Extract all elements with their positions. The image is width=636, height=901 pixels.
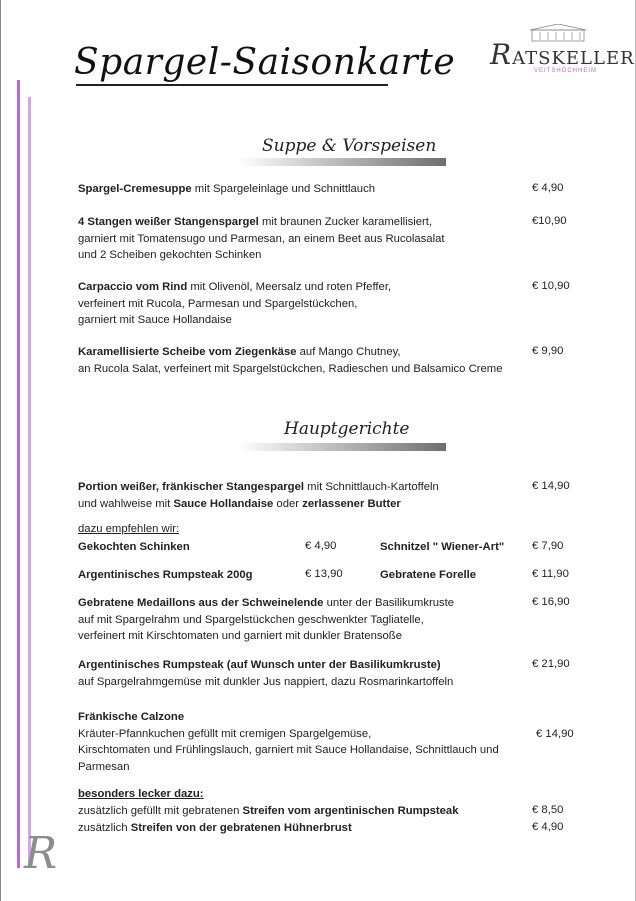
item-desc: garniert mit Tomatensugo und Parmesan, an einem Beet aus Rucolasalat xyxy=(78,232,445,245)
item-name: Karamellisierte Scheibe vom Ziegenkäse xyxy=(78,346,297,358)
item-price: € 21,90 xyxy=(532,658,570,670)
item-price: € 14,90 xyxy=(536,728,574,740)
item-price: € 14,90 xyxy=(532,480,570,492)
item-price: € 4,90 xyxy=(532,821,564,833)
menu-item xyxy=(78,657,453,690)
ratskeller-logo xyxy=(490,24,635,76)
item-name: Argentinisches Rumpsteak (auf Wunsch unter der Basilikumkruste) xyxy=(78,659,441,671)
item-option: zerlassener Butter xyxy=(302,497,401,510)
side-item xyxy=(380,539,504,556)
item-option: Sauce Hollandaise xyxy=(173,497,274,510)
menu-item xyxy=(78,344,502,377)
menu-item xyxy=(78,479,439,512)
side-item xyxy=(78,567,253,584)
item-name: Streifen von der gebratenen Hühnerbrust xyxy=(130,822,352,834)
item-desc: auf mit Spargelrahm und Spargelstückchen geschwenkter Tagliatelle, xyxy=(78,613,424,626)
item-desc: auf Mango Chutney, xyxy=(296,346,401,358)
logo-initial: R xyxy=(490,38,513,71)
section-bar-mains xyxy=(238,443,446,451)
monogram-logo: R xyxy=(24,828,58,879)
item-name: Streifen vom argentinischen Rumpsteak xyxy=(242,805,459,817)
item-name: Portion weißer, fränkischer Stangespargel xyxy=(78,481,305,493)
item-desc: verfeinert mit Rucola, Parmesan und Spargelstückchen, xyxy=(78,297,358,310)
item-name: Spargel-Cremesuppe xyxy=(78,183,192,195)
item-name: Schnitzel " Wiener-Art" xyxy=(380,541,505,553)
item-desc: an Rucola Salat, verfeinert mit Spargelstückchen, Radieschen und Balsamico Creme xyxy=(78,362,503,375)
item-price: € 13,90 xyxy=(305,568,343,580)
item-desc: garniert mit Sauce Hollandaise xyxy=(78,314,232,326)
section-heading-starters: Suppe & Vorspeisen xyxy=(262,136,437,156)
item-desc: oder xyxy=(273,497,303,510)
item-desc: Parmesan xyxy=(78,760,130,773)
item-price: € 4,90 xyxy=(532,182,564,194)
item-price: € 11,90 xyxy=(532,568,569,580)
page-border-left xyxy=(0,0,1,901)
extras-label xyxy=(78,786,204,803)
item-name: Gekochten Schinken xyxy=(78,541,190,553)
decorative-bar-dark xyxy=(17,80,20,868)
recommend-label: dazu empfehlen wir: xyxy=(78,523,180,535)
item-desc: mit Olivenöl, Meersalz und roten Pfeffer, xyxy=(187,281,392,293)
page-title: Spargel-Saisonkarte xyxy=(74,42,456,83)
item-name: Gebratene Forelle xyxy=(380,569,477,581)
extras-label-text: besonders lecker dazu: xyxy=(78,788,204,800)
menu-item xyxy=(78,595,454,645)
item-desc: zusätzlich xyxy=(78,822,131,834)
item-desc: Kirschtomaten und Frühlingslauch, garniert mit Sauce Hollandaise, Schnittlauch und xyxy=(78,744,499,756)
side-item xyxy=(78,539,190,556)
item-price: €10,90 xyxy=(532,215,567,227)
menu-item xyxy=(78,709,499,775)
item-desc: zusätzlich gefüllt mit gebratenen xyxy=(78,805,243,817)
menu-item xyxy=(78,214,445,264)
logo-subtitle: VEITSHÖCHHEIM xyxy=(534,68,598,74)
item-desc: auf Spargelrahmgemüse mit dunkler Jus nappiert, dazu Rosmarinkartoffeln xyxy=(78,675,454,688)
item-desc: verfeinert mit Kirschtomaten und garniert mit dunkler Bratensoße xyxy=(78,630,402,642)
item-name: Carpaccio vom Rind xyxy=(78,281,188,293)
item-desc: mit braunen Zucker karamellisiert, xyxy=(258,216,433,228)
item-desc: unter der Basilikumkruste xyxy=(323,597,455,609)
item-price: € 7,90 xyxy=(532,540,564,552)
decorative-bar-light xyxy=(28,97,31,868)
item-name: Argentinisches Rumpsteak 200g xyxy=(78,569,253,581)
item-desc: und 2 Scheiben gekochten Schinken xyxy=(78,249,262,261)
item-price: € 10,90 xyxy=(532,280,570,292)
extra-item xyxy=(78,803,459,820)
section-heading-mains: Hauptgerichte xyxy=(284,419,410,439)
item-price: € 8,50 xyxy=(532,804,564,816)
item-desc: und wahlweise mit xyxy=(78,497,174,510)
item-desc: mit Schnittlauch-Kartoffeln xyxy=(304,481,439,493)
logo-name xyxy=(490,38,635,71)
item-desc: mit Spargeleinlage und Schnittlauch xyxy=(191,183,376,195)
item-price: € 4,90 xyxy=(305,540,337,552)
item-desc: Kräuter-Pfannkuchen gefüllt mit cremigen Spargelgemüse, xyxy=(78,727,372,740)
item-price: € 9,90 xyxy=(532,345,564,357)
menu-item xyxy=(78,181,375,198)
item-name: 4 Stangen weißer Stangenspargel xyxy=(78,216,259,228)
section-bar-starters xyxy=(238,158,446,166)
item-price: € 16,90 xyxy=(532,596,570,608)
side-item xyxy=(380,567,476,584)
item-name: Fränkische Calzone xyxy=(78,711,185,723)
extra-item xyxy=(78,820,352,837)
logo-name-rest: ATSKELLER xyxy=(512,48,635,69)
menu-item xyxy=(78,279,391,329)
item-name: Gebratene Medaillons aus der Schweinelende xyxy=(78,597,324,609)
title-underline xyxy=(76,84,388,86)
